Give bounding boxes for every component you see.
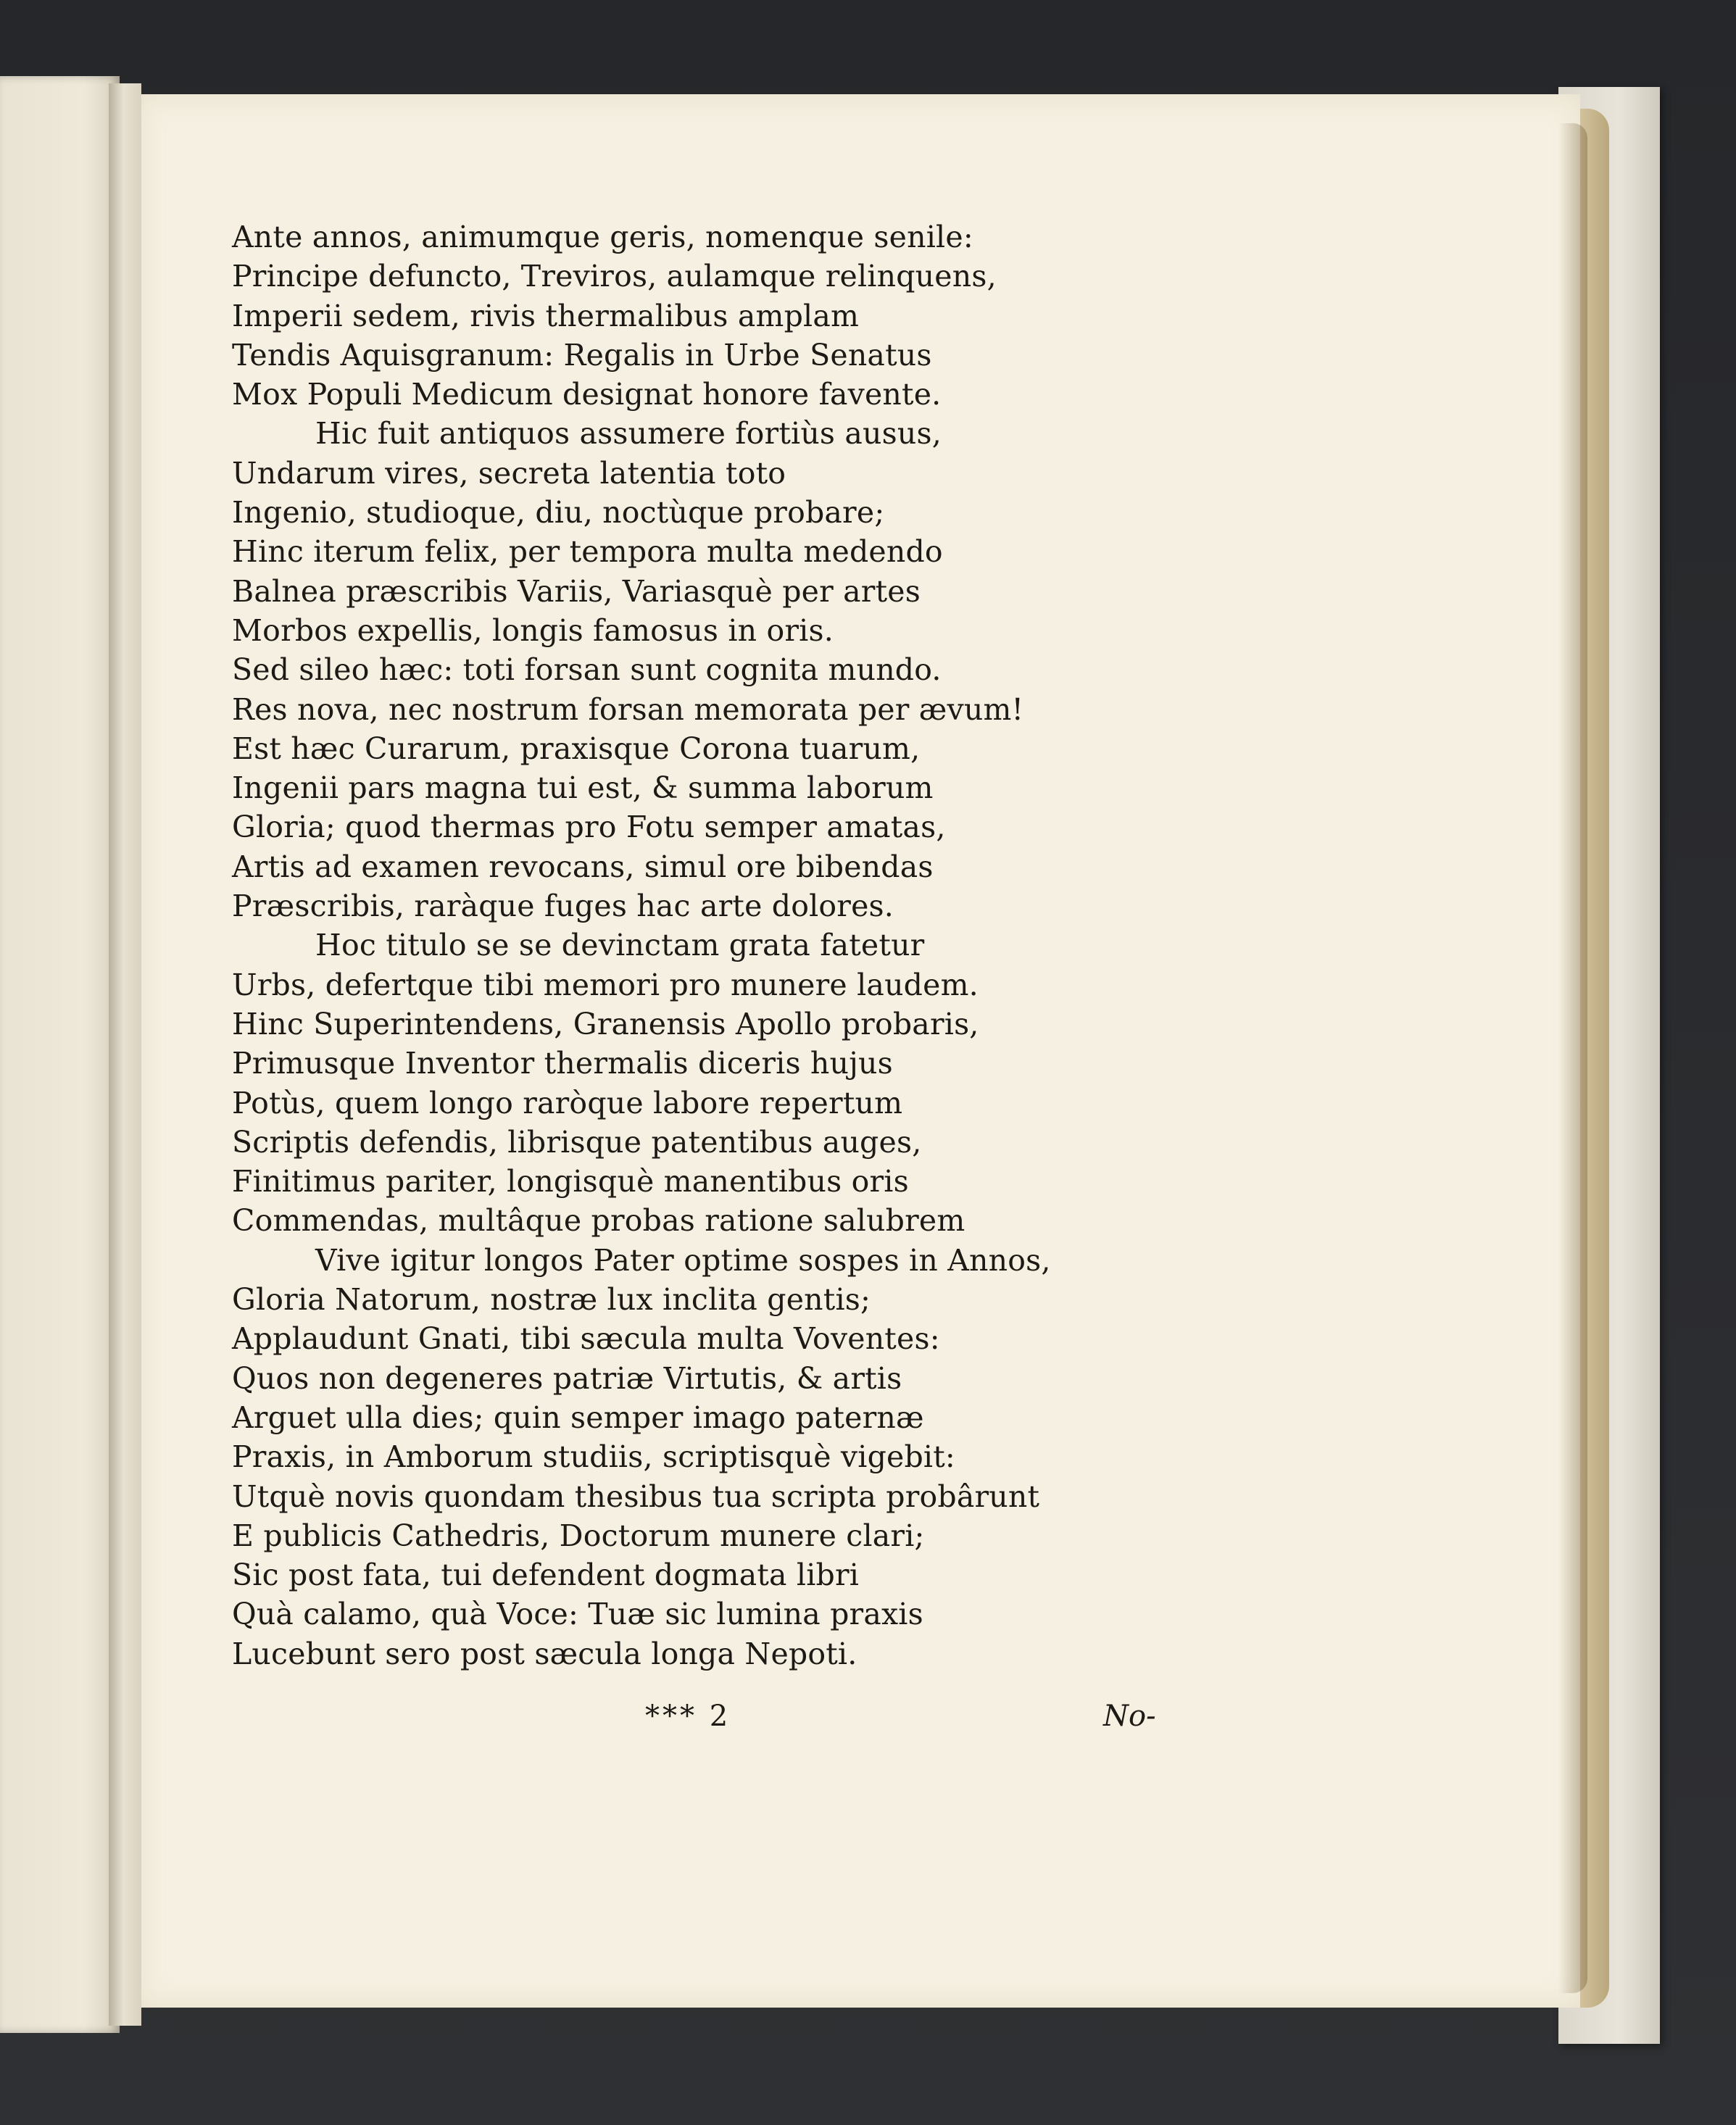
poem-line: Undarum vires, secreta latentia toto xyxy=(232,455,786,491)
poem-line: Primusque Inventor thermalis diceris hujus xyxy=(232,1046,893,1081)
poem-line: Sic post fata, tui defendent dogmata libri xyxy=(232,1558,860,1593)
poem-line: Potùs, quem longo raròque labore repertum xyxy=(232,1085,903,1120)
poem-line: Hinc iterum felix, per tempora multa medendo xyxy=(232,534,943,570)
poem-line: Præscribis, raràque fuges hac arte dolores. xyxy=(232,889,894,924)
poem-line: Mox Populi Medicum designat honore favente. xyxy=(232,377,942,412)
poem-line: Principe defuncto, Treviros, aulamque relinquens, xyxy=(232,259,997,294)
poem-line: Vive igitur longos Pater optime sospes in Annos, xyxy=(315,1242,1051,1278)
left-facing-page xyxy=(0,76,120,2033)
poem-line: Hoc titulo se se devinctam grata fatetur xyxy=(315,928,925,963)
poem-line: Sed sileo hæc: toti forsan sunt cognita mundo. xyxy=(232,652,942,688)
poem-line: Hinc Superintendens, Granensis Apollo probaris, xyxy=(232,1006,979,1041)
poem-line: Morbos expellis, longis famosus in oris. xyxy=(232,612,834,648)
poem-line: Lucebunt sero post sæcula longa Nepoti. xyxy=(232,1636,857,1671)
poem-line: Praxis, in Amborum studiis, scriptisquè vigebit: xyxy=(232,1439,955,1475)
signature-mark: *** 2 xyxy=(645,1700,731,1733)
poem-line: Imperii sedem, rivis thermalibus amplam xyxy=(232,298,860,333)
poem-line: Utquè novis quondam thesibus tua scripta probârunt xyxy=(232,1479,1040,1514)
poem-line: Ante annos, animumque geris, nomenque senile: xyxy=(232,220,973,254)
poem-line: Urbs, defertque tibi memori pro munere laudem. xyxy=(232,967,979,1002)
poem-text-block xyxy=(232,217,1138,1673)
poem-line: Gloria; quod thermas pro Fotu semper amatas, xyxy=(232,810,946,845)
poem-line: E publicis Cathedris, Doctorum munere clari; xyxy=(232,1518,925,1553)
poem-line: Finitimus pariter, longisquè manentibus oris xyxy=(232,1164,909,1199)
poem-line: Est hæc Curarum, praxisque Corona tuarum, xyxy=(232,731,921,766)
poem-line: Gloria Natorum, nostræ lux inclita gentis; xyxy=(232,1282,871,1318)
poem-line: Applaudunt Gnati, tibi sæcula multa Voventes: xyxy=(232,1321,940,1357)
poem-line: Ingenii pars magna tui est, & summa laborum xyxy=(232,770,934,806)
poem-line: Ingenio, studioque, diu, noctùque probare; xyxy=(232,495,885,531)
book-gutter xyxy=(109,83,141,2026)
poem-line: Balnea præscribis Variis, Variasquè per artes xyxy=(232,573,921,609)
catchword: No- xyxy=(1103,1700,1156,1733)
left-page-edge xyxy=(0,185,110,2011)
poem-line: Scriptis defendis, librisque patentibus auges, xyxy=(232,1124,922,1160)
poem-line: Tendis Aquisgranum: Regalis in Urbe Senatus xyxy=(232,337,932,373)
page-edge-shadow xyxy=(1558,123,1587,1993)
poem-line: Commendas, multâque probas ratione salubrem xyxy=(232,1203,965,1239)
poem-line: Hic fuit antiquos assumere fortiùs ausus, xyxy=(315,416,942,452)
poem-line: Artis ad examen revocans, simul ore bibendas xyxy=(232,849,934,884)
poem-line: Res nova, nec nostrum forsan memorata per ævum! xyxy=(232,691,1024,727)
poem-line: Quà calamo, quà Voce: Tuæ sic lumina praxis xyxy=(232,1597,923,1632)
poem-line: Arguet ulla dies; quin semper imago paternæ xyxy=(232,1400,924,1435)
poem-line: Quos non degeneres patriæ Virtutis, & artis xyxy=(232,1360,902,1396)
